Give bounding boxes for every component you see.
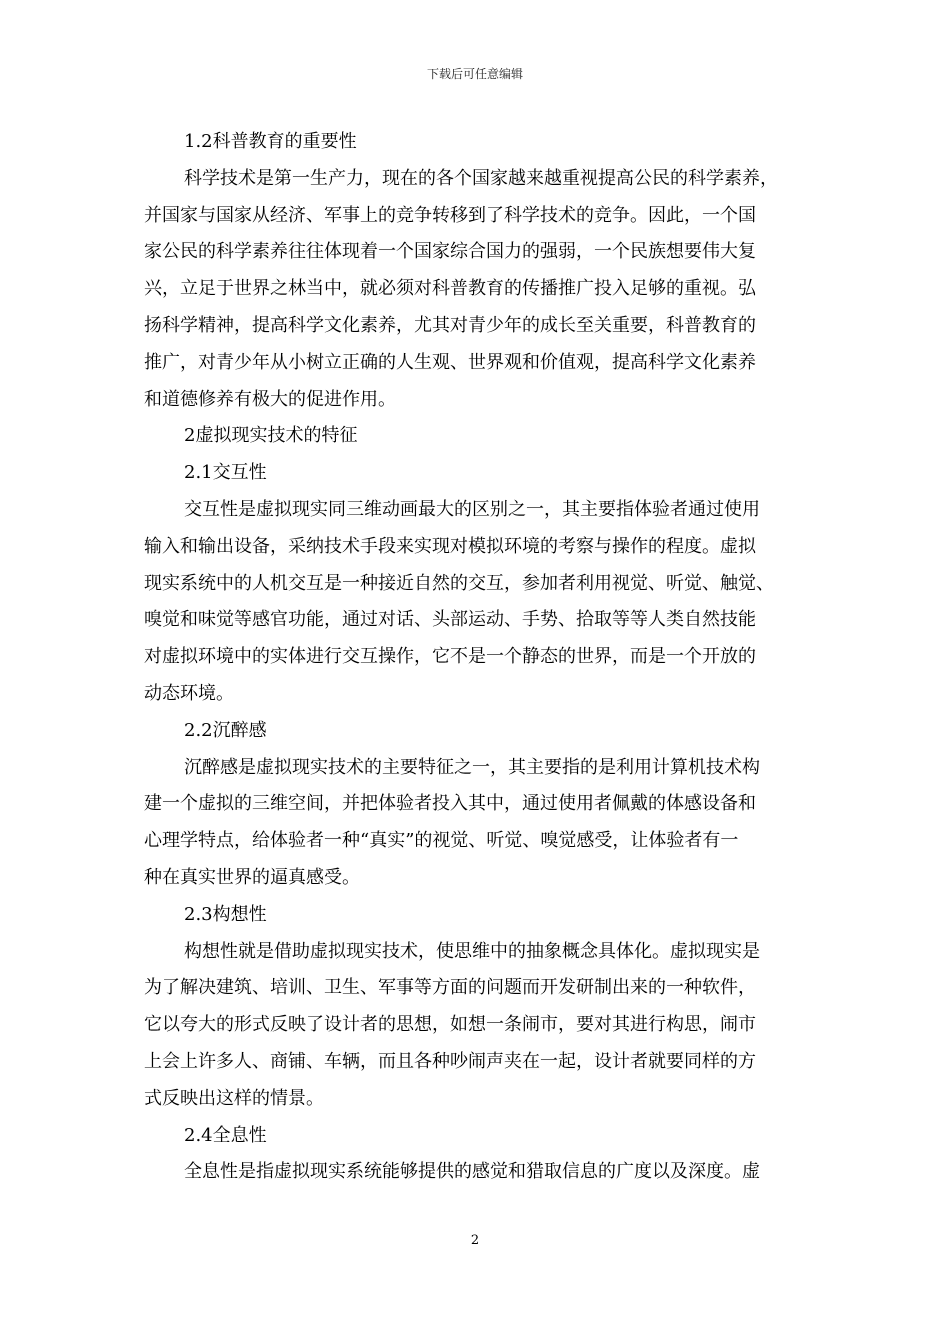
text-line: 输入和输出设备，采纳技术手段来实现对模拟环境的考察与操作的程度。虚拟 [144, 535, 756, 557]
text-line: 家公民的科学素养往往体现着一个国家综合国力的强弱，一个民族想要伟大复 [144, 241, 756, 263]
text-line: 现实系统中的人机交互是一种接近自然的交互，参加者利用视觉、听觉、触觉、 [144, 572, 774, 594]
text-line: 推广，对青少年从小树立正确的人生观、世界观和价值观，提高科学文化素养 [144, 351, 756, 373]
text-line: 嗅觉和味觉等感官功能，通过对话、头部运动、手势、拾取等等人类自然技能 [144, 609, 756, 631]
text-line: 兴，立足于世界之林当中，就必须对科普教育的传播推广投入足够的重视。弘 [144, 278, 756, 300]
text-line: 沉醉感是虚拟现实技术的主要特征之一，其主要指的是利用计算机技术构 [184, 756, 760, 778]
text-line: 2虚拟现实技术的特征 [184, 425, 358, 447]
text-line: 和道德修养有极大的促进作用。 [144, 388, 396, 410]
text-line: 2.2沉醉感 [184, 719, 267, 741]
text-line: 2.3构想性 [184, 903, 267, 925]
text-line: 它以夸大的形式反映了设计者的思想，如想一条闹市，要对其进行构思，闹市 [144, 1014, 756, 1036]
text-line: 对虚拟环境中的实体进行交互操作，它不是一个静态的世界，而是一个开放的 [144, 646, 756, 668]
text-line: 科学技术是第一生产力，现在的各个国家越来越重视提高公民的科学素养， [184, 167, 778, 189]
text-line: 动态环境。 [144, 682, 234, 704]
text-line: 并国家与国家从经济、军事上的竞争转移到了科学技术的竞争。因此，一个国 [144, 204, 756, 226]
text-line: 全息性是指虚拟现实系统能够提供的感觉和猎取信息的广度以及深度。虚 [184, 1161, 760, 1183]
text-line: 建一个虚拟的三维空间，并把体验者投入其中，通过使用者佩戴的体感设备和 [144, 793, 756, 815]
text-line: 2.4全息性 [184, 1124, 267, 1146]
text-line: 种在真实世界的逼真感受。 [144, 866, 360, 888]
text-line: 式反映出这样的情景。 [144, 1087, 324, 1109]
text-line: 为了解决建筑、培训、卫生、军事等方面的问题而开发研制出来的一种软件， [144, 977, 756, 999]
text-line: 扬科学精神，提高科学文化素养，尤其对青少年的成长至关重要，科普教育的 [144, 314, 756, 336]
document-body [144, 124, 806, 1191]
page-number: 2 [470, 1233, 480, 1248]
text-line: 1.2科普教育的重要性 [184, 131, 357, 152]
text-line: 构想性就是借助虚拟现实技术，使思维中的抽象概念具体化。虚拟现实是 [184, 940, 760, 962]
text-line: 交互性是虚拟现实同三维动画最大的区别之一，其主要指体验者通过使用 [184, 498, 760, 520]
text-line: 上会上许多人、商铺、车辆，而且各种吵闹声夹在一起，设计者就要同样的方 [144, 1050, 756, 1072]
text-line: 心理学特点，给体验者一种“真实”的视觉、听觉、嗅觉感受，让体验者有一 [144, 830, 739, 852]
page-header: 下载后可任意编辑 [426, 67, 523, 81]
text-line: 2.1交互性 [184, 462, 267, 484]
